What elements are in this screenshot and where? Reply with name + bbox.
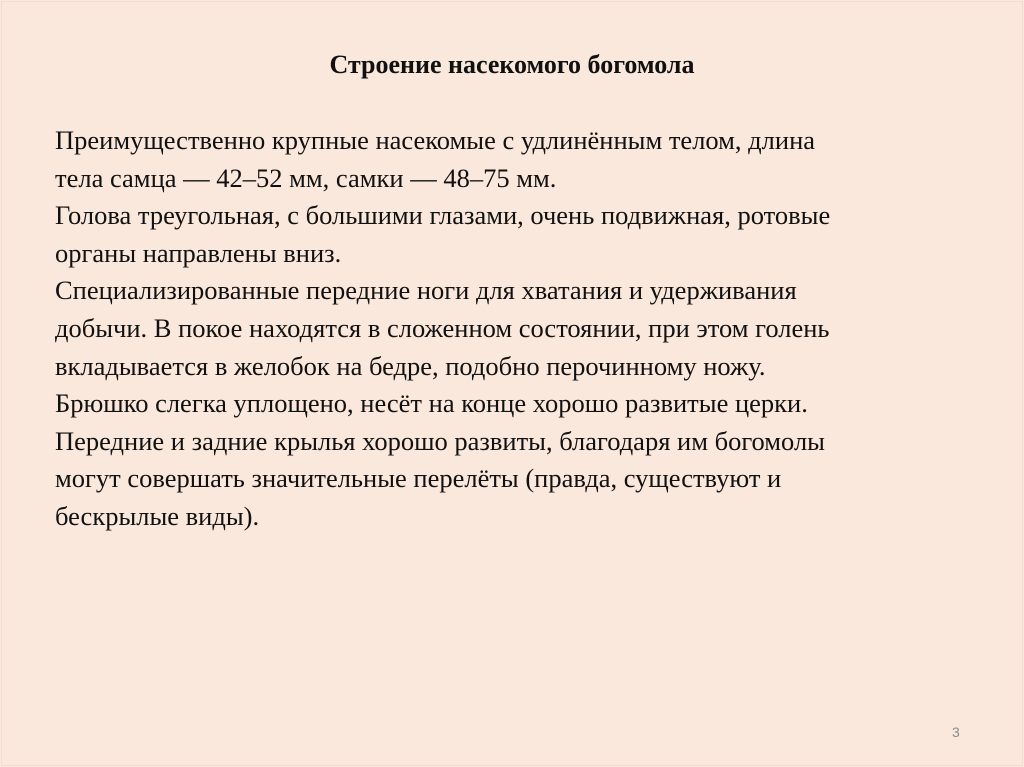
body-line: Передние и задние крылья хорошо развиты, благодаря им богомолы: [55, 425, 825, 456]
body-line: Специализированные передние ноги для хватания и удерживания: [55, 275, 797, 306]
body-line: Голова треугольная, с большими глазами, очень подвижная, ротовые: [55, 200, 831, 231]
body-line: тела самца — 42–52 мм, самки — 48–75 мм.: [55, 162, 557, 193]
slide-title: Строение насекомого богомола: [329, 50, 695, 79]
slide-body: [55, 122, 830, 536]
body-line: добычи. В покое находятся в сложенном состоянии, при этом голень: [55, 312, 830, 343]
page-number: 3: [952, 724, 960, 740]
body-line: органы направлены вниз.: [55, 237, 342, 268]
body-line: Преимущественно крупные насекомые с удлинённым телом, длина: [55, 125, 816, 155]
body-line: бескрылые виды).: [55, 500, 260, 531]
body-line: вкладывается в желобок на бедре, подобно перочинному ножу.: [55, 350, 766, 381]
body-line: Брюшко слегка уплощено, несёт на конце хорошо развитые церки.: [55, 388, 808, 419]
body-line: могут совершать значительные перелёты (правда, существуют и: [55, 463, 782, 494]
